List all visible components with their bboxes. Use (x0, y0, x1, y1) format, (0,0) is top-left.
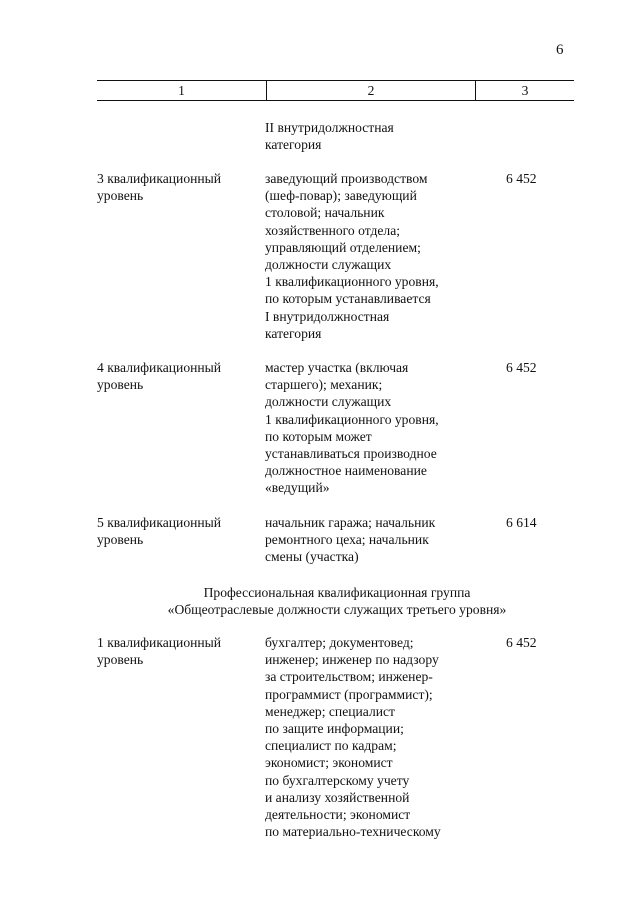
position-line: начальник гаража; начальник (265, 515, 436, 530)
position-line: категория (265, 325, 322, 341)
position-line: I внутридолжностная (265, 308, 390, 324)
page-number: 6 (556, 42, 564, 58)
position-line: инженер; инженер по надзору (265, 652, 439, 668)
position-line: ремонтного цеха; начальник (265, 532, 429, 548)
position-line: бухгалтер; документовед; (265, 635, 414, 650)
intro-line: категория (265, 137, 322, 153)
position-line: по материально-техническому (265, 824, 441, 840)
position-line: деятельности; экономист (265, 807, 411, 823)
column-header-3: 3 (521, 83, 529, 98)
row-level-4-salary: 6 452 (506, 360, 537, 375)
position-line: по бухгалтерскому учету (265, 772, 410, 788)
column-header-1: 1 (178, 83, 185, 98)
position-line: специалист по кадрам; (265, 738, 397, 754)
group-heading (100, 584, 574, 618)
column-header-2: 2 (367, 83, 375, 98)
row-level-4-label (97, 359, 257, 393)
position-line: хозяйственного отдела; (265, 222, 401, 238)
intro-line: II внутридолжностная (265, 120, 394, 135)
position-line: и анализу хозяйственной (265, 789, 410, 805)
position-line: мастер участка (включая (265, 360, 409, 375)
position-line: устанавливаться производное (265, 446, 437, 462)
position-line: по которым устанавливается (265, 291, 431, 307)
group-heading-line: Профессиональная квалификационная группа (203, 585, 471, 600)
position-line: заведующий производством (265, 171, 428, 186)
position-line: «ведущий» (265, 480, 330, 496)
level-line: 5 квалификационный (97, 515, 222, 530)
intro-category (265, 119, 475, 153)
position-line: старшего); механик; (265, 377, 383, 393)
row-level-5-salary: 6 614 (506, 515, 537, 530)
row-group3-level-1-label (97, 634, 257, 668)
position-line: должностное наименование (265, 463, 427, 479)
position-line: должности служащих (265, 257, 392, 273)
position-line: программист (программист); (265, 686, 433, 702)
header-top-rule (97, 80, 574, 81)
row-level-4-positions (265, 359, 475, 497)
group-heading-line: «Общеотраслевые должности служащих третьего уровня» (167, 602, 507, 618)
position-line: менеджер; специалист (265, 703, 395, 719)
row-level-3-salary: 6 452 (506, 171, 537, 186)
level-line: 1 квалификационный (97, 635, 222, 650)
row-level-5-positions (265, 514, 475, 566)
level-line: уровень (97, 188, 144, 204)
position-line: по которым может (265, 428, 372, 444)
position-line: должности служащих (265, 394, 392, 410)
row-group3-level-1-salary: 6 452 (506, 635, 537, 650)
level-line: 3 квалификационный (97, 171, 222, 186)
level-line: 4 квалификационный (97, 360, 222, 375)
row-level-5-label (97, 514, 257, 548)
row-level-3-positions (265, 170, 475, 342)
position-line: экономист; экономист (265, 755, 393, 771)
position-line: 1 квалификационного уровня, (265, 274, 439, 290)
position-line: смены (участка) (265, 549, 359, 565)
position-line: управляющий отделением; (265, 239, 421, 255)
header-bottom-rule (97, 100, 574, 101)
row-group3-level-1-positions (265, 634, 475, 840)
level-line: уровень (97, 377, 144, 393)
level-line: уровень (97, 532, 144, 548)
level-line: уровень (97, 652, 144, 668)
position-line: по защите информации; (265, 721, 404, 737)
row-level-3-label (97, 170, 257, 204)
position-line: за строительством; инженер- (265, 669, 433, 685)
position-line: 1 квалификационного уровня, (265, 411, 439, 427)
position-line: (шеф-повар); заведующий (265, 188, 417, 204)
position-line: столовой; начальник (265, 205, 385, 221)
